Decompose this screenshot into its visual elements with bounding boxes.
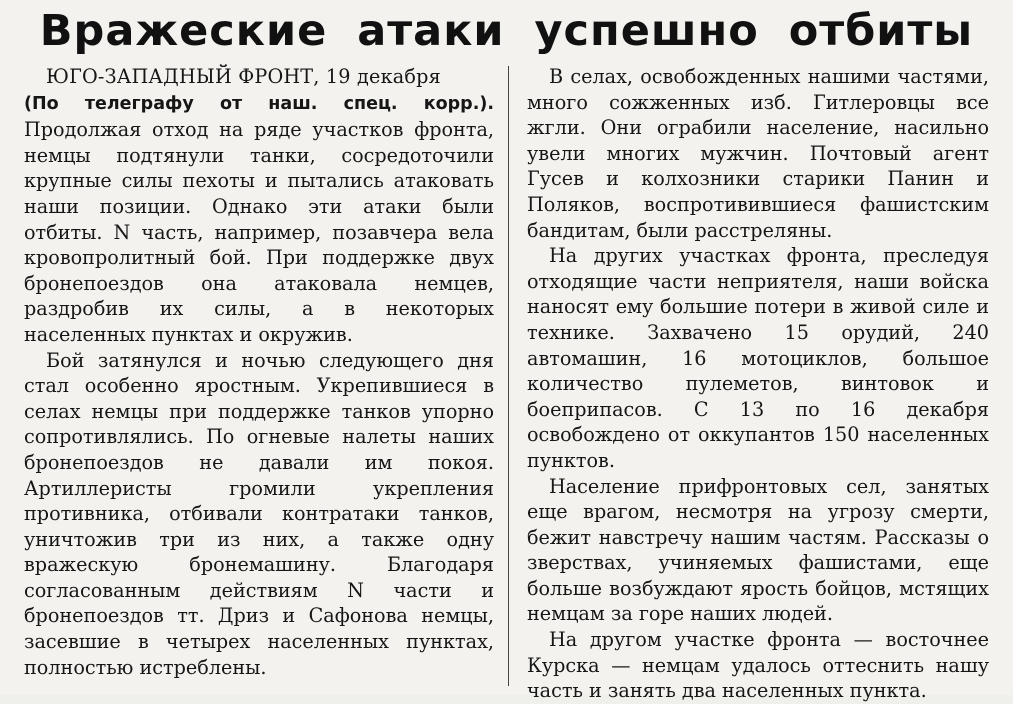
left-column (24, 64, 494, 680)
column-divider (508, 66, 509, 686)
paragraph-2: Бой затянулся и ночью следующего дня стал особенно яростным. Укрепившиеся в селах немцы при поддержке танков упорно сопротивлялись. По огневые налеты наших бронепоездов не давали им покоя. Артиллеристы громили укрепления противника, отбивали контратаки танков, уничтожив три из них, а также одну вражескую бронемашину. Благодаря согласованным действиям N части и бронепоездов тт. Дриз и Сафонова немцы, засевшие в четырех населенных пунктах, полностью истреблены. (24, 348, 494, 679)
dateline: ЮГО-ЗАПАДНЫЙ ФРОНТ, 19 декабря (46, 65, 441, 88)
lead-text: Продолжая отход на ряде участков фронта, немцы подтянули танки, сосредоточили крупные силы пехоты и пытались атаковать наши позиции. Однако эти атаки были отбиты. N часть, например, позавчера вела кровопролитный бой. При поддержке двух бронепоездов она атаковала немцев, раздробив их силы, а в некоторых населенных пунктах и окружив. (24, 118, 494, 346)
paragraph-6: На другом участке фронта — восточнее Курска — немцам удалось оттеснить нашу часть и занять два населенных пункта. (527, 628, 989, 703)
right-column (527, 64, 989, 704)
article-headline: Вражеские атаки успешно отбиты (39, 6, 974, 56)
paragraph-4: На других участках фронта, преследуя отходящие части неприятеля, наши войска наносят ему большие потери в живой силе и технике. Захвачено 15 орудий, 240 автомашин, 16 мотоциклов, большое количество пулеметов, винтовок и боеприпасов. С 13 по 16 декабря освобождено от оккупантов 150 населенных пунктов. (527, 244, 989, 472)
source-note: (По телеграфу от наш. спец. корр.). (24, 93, 494, 114)
paragraph-5: Население прифронтовых сел, занятых еще врагом, несмотря на угрозу смерти, бежит навстречу нашим частям. Рассказы о зверствах, учиняемых фашистами, еще больше возбуждают ярость бойцов, мстящих немцам за горе наших людей. (527, 474, 989, 626)
lead-paragraph (24, 64, 494, 348)
paragraph-3: В селах, освобожденных нашими частями, много сожженных изб. Гитлеровцы все жгли. Они ограбили население, насильно увели многих мужчин. Почтовый агент Гусев и колхозники старики Панин и Поляков, воспротивившиеся фашистским бандитам, были расстреляны. (527, 65, 989, 242)
